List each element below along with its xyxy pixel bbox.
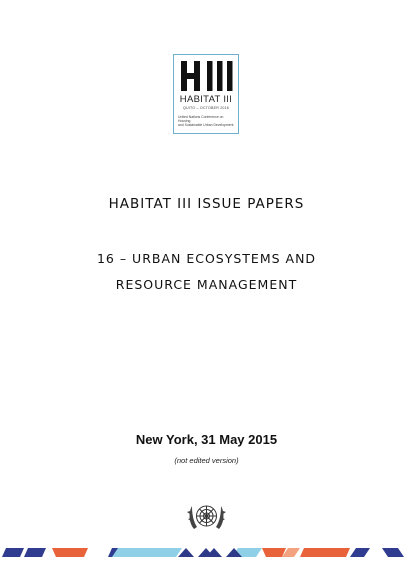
un-emblem-icon: [186, 499, 227, 535]
logo-subtitle: QUITO – OCTOBER 2016: [182, 106, 229, 110]
decorative-pattern-band: [0, 548, 413, 557]
place-date: New York, 31 May 2015: [135, 432, 278, 447]
logo-description: [178, 115, 236, 128]
logo-description-line-1: United Nations Conference on Housing: [178, 115, 224, 124]
logo-description-line-2: and Sustainable Urban Development: [178, 123, 234, 128]
habitat-logo: [173, 54, 239, 134]
series-title: HABITAT III ISSUE PAPERS: [108, 196, 305, 212]
logo-title: HABITAT III: [179, 94, 233, 105]
paper-title-line-1: 16 – URBAN ECOSYSTEMS AND: [96, 251, 317, 266]
habitat-h-iii-icon: [179, 61, 235, 91]
paper-title-line-2: RESOURCE MANAGEMENT: [115, 277, 298, 292]
version-note: (not edited version): [174, 456, 239, 465]
